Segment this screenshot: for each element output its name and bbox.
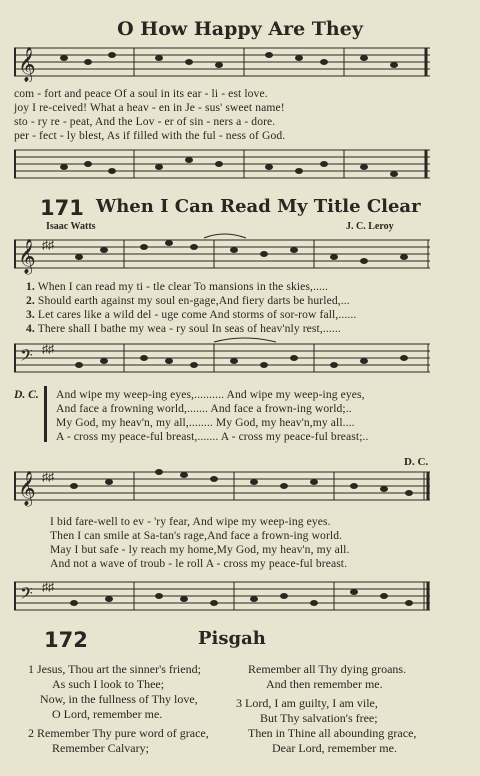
verse-text: Let cares like a wild del - uge come And storms of sor-row fall,...... [37, 308, 357, 321]
poem-line: Remember all Thy dying groans. [248, 662, 407, 676]
hymn-title-top: O How Happy Are They [117, 18, 363, 40]
dc-line: And wipe my weep-ing eyes,.......... And wipe my weep-ing eyes, [56, 388, 365, 401]
lyric-line: sto - ry re - peat, And the Lov - er of sin - ners a - dore. [14, 115, 276, 128]
dc-bracket [44, 386, 47, 442]
verse-number: 1. [26, 280, 35, 293]
poem-line: Now, in the fullness of Thy love, [40, 692, 198, 706]
verse-line [26, 308, 356, 321]
music-staff-treble-171 [14, 232, 430, 276]
svg-text:𝄞: 𝄞 [18, 239, 36, 274]
poem-line: But Thy salvation's free; [260, 711, 378, 725]
svg-text:𝄢: 𝄢 [20, 583, 33, 607]
verse-text: Should earth against my soul en-gage,And fiery darts be hurled,... [37, 294, 350, 307]
poem-line: 2 Remember Thy pure word of grace, [28, 726, 209, 740]
verse-text: There shall I bathe my wea - ry soul In seas of heav'nly rest,...... [37, 322, 341, 335]
refrain-line: And not a wave of troub - le roll A - cross my peace-ful breast. [50, 557, 348, 570]
svg-text:♯♯: ♯♯ [42, 342, 54, 356]
lyric-line: per - fect - ly blest, As if filled with the ful - ness of God. [14, 129, 286, 142]
poem-line: Remember Calvary; [52, 741, 149, 755]
svg-text:♯♯: ♯♯ [42, 470, 54, 484]
poem-line: And then remember me. [266, 677, 383, 691]
verse-number: 3. [26, 308, 35, 321]
refrain-line: Then I can smile at Sa-tan's rage,And face a frown-ing world. [50, 529, 343, 542]
verse-line [26, 280, 328, 293]
verse-number: 2. [26, 294, 35, 307]
verse-text: When I can read my ti - tle clear To mansions in the skies,..... [37, 280, 329, 293]
music-staff-bass-refrain [14, 574, 430, 620]
hymn-number: 172 [44, 628, 88, 652]
hymn-author: Isaac Watts [46, 221, 96, 232]
music-staff-treble-top [14, 42, 430, 82]
hymn-title: Pisgah [198, 628, 266, 649]
refrain-line: I bid fare-well to ev - 'ry fear, And wipe my weep-ing eyes. [50, 515, 331, 528]
svg-text:𝄞: 𝄞 [18, 47, 36, 82]
poem-line: Then in Thine all abounding grace, [248, 726, 417, 740]
svg-text:𝄞: 𝄞 [18, 471, 36, 506]
svg-text:♯♯: ♯♯ [42, 238, 54, 252]
poem-line: As such I look to Thee; [52, 677, 165, 691]
hymn-title: When I Can Read My Title Clear [96, 196, 421, 217]
poem-line: Dear Lord, remember me. [272, 741, 397, 755]
refrain-line: May I but safe - ly reach my home,My God, my heav'n, my all. [50, 543, 350, 556]
poem-line: 3 Lord, I am guilty, I am vile, [236, 696, 378, 710]
dc-line: My God, my heav'n, my all,........ My God, my heav'n,my all.... [56, 416, 355, 429]
music-staff-bass-171 [14, 336, 430, 380]
dc-mark: D. C. [404, 456, 429, 468]
dc-label: D. C. [14, 388, 39, 401]
svg-text:♯♯: ♯♯ [42, 580, 54, 594]
poem-line: 1 Jesus, Thou art the sinner's friend; [28, 662, 201, 676]
poem-line: O Lord, remember me. [52, 707, 163, 721]
music-staff-treble-refrain [14, 464, 430, 510]
lyric-line: joy I re-ceived! What a heav - en in Je - sus' sweet name! [14, 101, 285, 114]
lyric-line: com - fort and peace Of a soul in its ear - li - est love. [14, 87, 268, 100]
hymn-number: 171 [40, 196, 84, 220]
music-staff-bass-top [14, 144, 430, 184]
verse-line [26, 294, 350, 307]
hymn-composer: J. C. Leroy [346, 221, 394, 232]
dc-line: And face a frowning world,....... And face a frown-ing world;.. [56, 402, 352, 415]
svg-text:𝄢: 𝄢 [20, 345, 33, 369]
verse-number: 4. [26, 322, 35, 335]
verse-line [26, 322, 341, 335]
dc-line: A - cross my peace-ful breast,....... A - cross my peace-ful breast;.. [56, 430, 369, 443]
